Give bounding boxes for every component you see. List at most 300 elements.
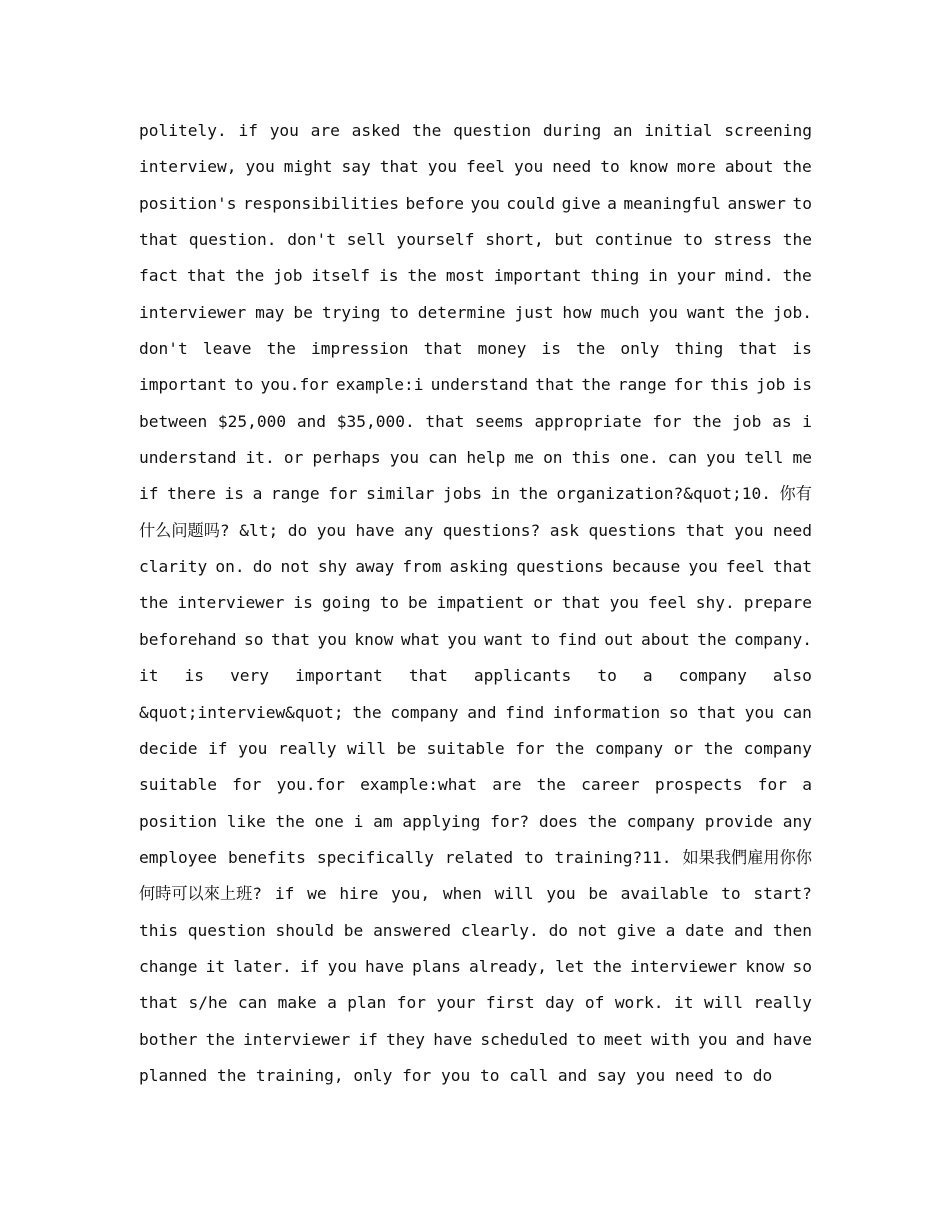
word: thing <box>674 339 724 359</box>
word: that <box>139 993 178 1013</box>
word: it <box>205 956 226 976</box>
word: specifically <box>316 847 434 867</box>
word: perhaps <box>312 448 381 468</box>
text-line <box>139 186 812 222</box>
word: politely. <box>139 121 227 140</box>
word: continue <box>594 230 673 250</box>
word: questions? <box>442 520 541 540</box>
word: are <box>310 121 340 140</box>
word: you <box>734 520 764 540</box>
word: make <box>277 993 317 1013</box>
word: for <box>396 993 426 1013</box>
word: to <box>683 230 703 250</box>
word: really <box>277 738 337 758</box>
word: find <box>557 629 597 649</box>
word: employee <box>139 847 217 867</box>
word: prepare <box>743 593 812 613</box>
word: this <box>709 375 749 395</box>
word: company <box>626 811 695 831</box>
word: it. <box>245 448 275 468</box>
word: this <box>571 448 611 468</box>
text-line <box>139 149 812 185</box>
word: job <box>732 411 762 431</box>
word: interviewer <box>629 956 738 976</box>
word: decide <box>139 738 198 758</box>
word: might <box>283 157 333 177</box>
word: feel <box>725 557 765 577</box>
word: you <box>316 520 346 540</box>
word: do <box>287 520 308 540</box>
word: the <box>235 266 265 286</box>
word: if <box>274 884 295 904</box>
word: is <box>792 339 812 359</box>
word: that <box>535 375 575 395</box>
word: you <box>635 1065 666 1085</box>
word: itself <box>311 266 371 286</box>
word: planned <box>139 1065 208 1085</box>
word: to <box>723 1065 744 1085</box>
word: can <box>428 448 458 468</box>
word: training, <box>255 1065 344 1085</box>
word: need <box>773 520 812 540</box>
word: that <box>423 339 463 359</box>
word: about <box>724 157 774 177</box>
word: i <box>802 411 812 431</box>
word: want <box>484 629 524 649</box>
word: could <box>506 193 556 213</box>
word: be <box>343 920 364 940</box>
word: give <box>561 193 601 213</box>
word: you <box>698 1029 728 1049</box>
text-line <box>139 367 812 403</box>
word: the <box>407 266 437 286</box>
word: the <box>782 230 812 250</box>
word: don't <box>287 230 336 250</box>
word: to <box>530 629 551 649</box>
word: and <box>467 702 497 722</box>
word: you, <box>391 884 431 904</box>
word: sell <box>346 230 386 250</box>
word: much <box>600 302 640 322</box>
word: if <box>299 956 320 976</box>
word: know <box>745 956 785 976</box>
word: don't <box>139 339 188 359</box>
word: suitable <box>426 738 505 758</box>
word: &lt; <box>239 520 279 540</box>
word: have <box>433 1029 473 1049</box>
word: benefits <box>227 847 306 867</box>
word: job <box>756 375 786 395</box>
word: really <box>753 993 812 1013</box>
word: hire <box>339 884 379 904</box>
body-text <box>139 113 812 1094</box>
word: suitable <box>139 775 217 795</box>
word: the <box>782 266 812 286</box>
word: then <box>772 920 812 940</box>
word: how <box>562 302 592 322</box>
text-line <box>139 695 812 731</box>
word: interview, <box>139 157 237 177</box>
word: range <box>617 375 667 395</box>
word: for <box>232 775 262 795</box>
word: available <box>620 884 709 904</box>
word: that <box>187 266 226 286</box>
word: or <box>673 738 694 758</box>
text-line <box>139 476 812 512</box>
word: they <box>386 1029 426 1049</box>
word: that <box>408 666 448 686</box>
word: that <box>685 520 725 540</box>
word: the <box>412 121 442 140</box>
word: position <box>139 811 217 831</box>
word: clarity <box>139 557 208 577</box>
word: what <box>400 629 440 649</box>
word: you <box>447 629 477 649</box>
word: interviewer <box>177 593 285 613</box>
word: call <box>509 1065 549 1085</box>
word: shy. <box>695 593 735 613</box>
word: the <box>216 1065 247 1085</box>
word: feel <box>466 157 506 177</box>
word: one. <box>619 448 659 468</box>
word: the <box>782 157 812 177</box>
word: $35,000. <box>336 411 415 431</box>
word: 你有 <box>779 484 812 504</box>
word: questions <box>516 557 604 577</box>
word: your <box>676 266 716 286</box>
word: asking <box>449 557 509 577</box>
word: 何時可以來上班? <box>139 884 263 904</box>
word: yourself <box>396 230 475 250</box>
word: you <box>706 448 736 468</box>
word: most <box>445 266 485 286</box>
word: that <box>425 411 465 431</box>
word: example:i <box>335 375 424 395</box>
word: the <box>352 702 382 722</box>
word: let <box>555 956 585 976</box>
word: any <box>782 811 812 831</box>
word: important <box>493 266 582 286</box>
word: fact <box>139 266 178 286</box>
word: $25,000 <box>217 411 287 431</box>
word: work. <box>614 993 664 1013</box>
word: for <box>402 1065 432 1085</box>
word: do <box>752 1065 773 1085</box>
word: so <box>244 629 264 649</box>
word: training?11. <box>554 847 672 867</box>
word: to <box>480 1065 500 1085</box>
word: for <box>515 738 545 758</box>
text-line <box>139 404 812 440</box>
word: that <box>697 702 736 722</box>
word: you <box>744 702 774 722</box>
word: for <box>757 775 787 795</box>
word: that <box>139 230 178 250</box>
text-line <box>139 804 812 840</box>
word: of <box>584 993 605 1013</box>
word: for <box>652 411 682 431</box>
word: already, <box>469 956 547 976</box>
word: do <box>548 920 569 940</box>
word: change <box>139 956 198 976</box>
word: questions <box>588 520 677 540</box>
text-line <box>139 113 812 149</box>
word: you <box>648 302 678 322</box>
word: be <box>408 593 428 613</box>
word: important <box>295 666 383 686</box>
word: start? <box>753 884 812 904</box>
word: help <box>466 448 506 468</box>
word: that <box>271 629 311 649</box>
word: beforehand <box>139 629 237 649</box>
word: the <box>587 811 617 831</box>
word: jobs <box>442 484 482 504</box>
word: one <box>314 811 344 831</box>
word: ask <box>549 520 579 540</box>
word: leave <box>202 339 252 359</box>
word: interviewer <box>139 302 247 322</box>
word: you.for <box>260 375 329 395</box>
text-line <box>139 549 812 585</box>
word: the <box>205 1029 235 1049</box>
word: that <box>773 557 812 577</box>
word: impression <box>311 339 409 359</box>
word: be <box>396 738 417 758</box>
word: about <box>640 629 690 649</box>
word: interviewer <box>243 1029 351 1049</box>
word: it <box>674 993 694 1013</box>
word: stress <box>713 230 772 250</box>
word: may <box>255 302 285 322</box>
word: job. <box>772 302 812 322</box>
word: your <box>436 993 476 1013</box>
word: away <box>355 557 395 577</box>
word: you <box>427 157 458 177</box>
word: or <box>533 593 553 613</box>
word: it <box>139 666 159 686</box>
word: from <box>402 557 442 577</box>
word: a <box>327 993 337 1013</box>
word: if <box>238 121 258 140</box>
word: in <box>648 266 668 286</box>
word: to <box>379 593 400 613</box>
word: an <box>613 121 633 140</box>
word: we <box>307 884 327 904</box>
text-line <box>139 985 812 1021</box>
word: in <box>490 484 511 504</box>
word: can <box>782 702 812 722</box>
word: need <box>674 1065 714 1085</box>
word: clearly. <box>460 920 539 940</box>
word: mind. <box>724 266 774 286</box>
word: only <box>620 339 660 359</box>
word: you.for <box>276 775 345 795</box>
word: very <box>230 666 270 686</box>
word: you <box>441 1065 471 1085</box>
word: later. <box>233 956 292 976</box>
word: will <box>703 993 743 1013</box>
word: to <box>597 666 617 686</box>
text-line <box>139 222 812 258</box>
word: you <box>269 121 299 140</box>
word: you <box>609 593 639 613</box>
word: prospects <box>654 775 743 795</box>
word: company <box>390 702 459 722</box>
word: for? <box>490 811 530 831</box>
word: me <box>514 448 534 468</box>
word: meet <box>603 1029 643 1049</box>
word: is <box>379 266 399 286</box>
word: initial <box>644 121 713 140</box>
word: be <box>588 884 608 904</box>
word: question <box>453 121 532 140</box>
word: like <box>226 811 266 831</box>
word: &quot;interview&quot; <box>139 702 344 722</box>
word: know <box>628 157 668 177</box>
word: applicants <box>473 666 572 686</box>
word: there <box>167 484 216 504</box>
word: say <box>596 1065 627 1085</box>
text-line <box>139 767 812 803</box>
word: with <box>651 1029 690 1049</box>
word: organization?&quot;10. <box>556 484 771 504</box>
text-line <box>139 876 812 912</box>
word: this <box>139 920 178 940</box>
word: you <box>546 884 576 904</box>
word: to <box>389 302 409 322</box>
word: if <box>208 738 228 758</box>
word: applying <box>402 811 481 831</box>
word: more <box>676 157 716 177</box>
text-line <box>139 913 812 949</box>
word: not <box>577 920 608 940</box>
word: but <box>554 230 584 250</box>
word: as <box>772 411 792 431</box>
word: plans <box>412 956 461 976</box>
word: any <box>403 520 434 540</box>
word: 什么问题吗? <box>139 520 230 540</box>
word: can <box>237 993 268 1013</box>
word: a <box>642 666 653 686</box>
word: to <box>600 157 620 177</box>
word: be <box>293 302 313 322</box>
word: and <box>557 1065 588 1085</box>
word: for <box>673 375 703 395</box>
word: the <box>555 738 585 758</box>
word: the <box>518 484 548 504</box>
word: responsibilities <box>243 193 399 213</box>
word: job <box>273 266 303 286</box>
word: just <box>514 302 554 322</box>
word: you <box>389 448 420 468</box>
word: to <box>792 193 812 213</box>
word: you <box>317 629 347 649</box>
word: seems <box>475 411 524 431</box>
word: that <box>379 157 419 177</box>
word: have <box>365 956 404 976</box>
word: you <box>245 157 275 177</box>
word: tell <box>744 448 784 468</box>
word: to <box>721 884 741 904</box>
word: position's <box>139 193 237 213</box>
word: only <box>353 1065 393 1085</box>
word: company <box>594 738 664 758</box>
word: find <box>505 702 545 722</box>
word: a <box>802 775 812 795</box>
word: company <box>743 738 812 758</box>
word: appropriate <box>534 411 642 431</box>
text-line <box>139 840 812 876</box>
word: first <box>485 993 535 1013</box>
word: important <box>139 375 227 395</box>
word: want <box>686 302 726 322</box>
word: career <box>581 775 640 795</box>
word: is <box>293 593 313 613</box>
text-line <box>139 622 812 658</box>
word: is <box>224 484 244 504</box>
word: when <box>442 884 482 904</box>
word: give <box>616 920 656 940</box>
text-line <box>139 658 812 694</box>
word: does <box>538 811 578 831</box>
word: before <box>405 193 464 213</box>
word: are <box>492 775 522 795</box>
word: determine <box>417 302 506 322</box>
word: that <box>561 593 601 613</box>
word: provide <box>704 811 773 831</box>
word: feel <box>647 593 687 613</box>
word: s/he <box>188 993 228 1013</box>
text-line <box>139 1022 812 1058</box>
word: a <box>252 484 263 504</box>
word: also <box>772 666 812 686</box>
word: to <box>233 375 254 395</box>
text-line <box>139 585 812 621</box>
word: date <box>685 920 725 940</box>
text-line <box>139 513 812 549</box>
word: the <box>139 593 169 613</box>
word: on <box>543 448 563 468</box>
word: related <box>444 847 514 867</box>
word: you <box>688 557 718 577</box>
text-line <box>139 949 812 985</box>
word: is <box>541 339 561 359</box>
word: so <box>668 702 689 722</box>
word: i <box>353 811 364 831</box>
text-line <box>139 258 812 294</box>
word: money <box>477 339 527 359</box>
word: will <box>347 738 387 758</box>
word: information <box>552 702 661 722</box>
word: you <box>470 193 500 213</box>
word: between <box>139 411 208 431</box>
word: going <box>321 593 371 613</box>
word: and <box>296 411 327 431</box>
text-line <box>139 331 812 367</box>
word: know <box>354 629 394 649</box>
word: company <box>678 666 747 686</box>
text-line <box>139 1058 812 1094</box>
word: because <box>612 557 681 577</box>
word: the <box>703 738 734 758</box>
word: the <box>581 375 611 395</box>
word: day <box>545 993 575 1013</box>
text-line <box>139 295 812 331</box>
word: during <box>542 121 602 140</box>
word: bother <box>139 1029 198 1049</box>
word: to <box>524 847 544 867</box>
word: answer <box>727 193 786 213</box>
